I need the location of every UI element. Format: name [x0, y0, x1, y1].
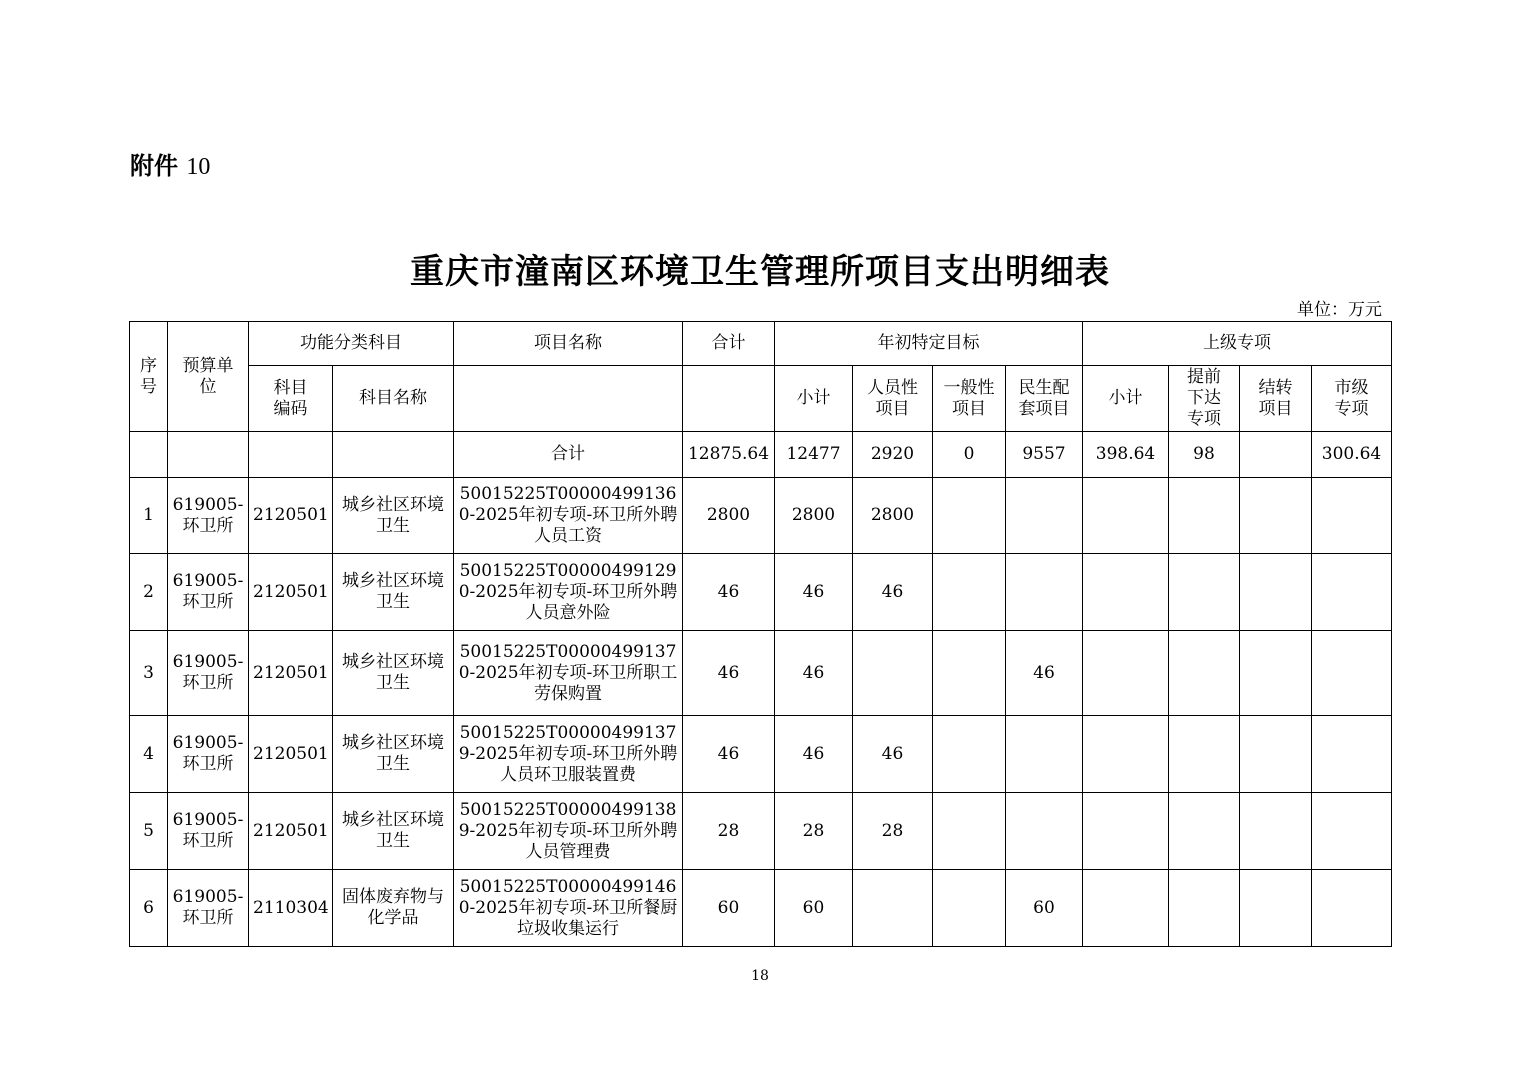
- header-at-personnel: 人员性项目: [853, 366, 933, 432]
- cell-subject-code: 2120501: [249, 478, 333, 554]
- header-budget-unit: 预算单位: [168, 322, 249, 432]
- unit-note: 单位：万元: [1297, 300, 1382, 320]
- cell-sp-advance: [1169, 716, 1240, 793]
- table-row: [130, 478, 1392, 554]
- cell-sp-subtotal: [1083, 716, 1169, 793]
- cell-budget-unit: 619005-环卫所: [168, 478, 249, 554]
- cell-subject-code: 2120501: [249, 793, 333, 870]
- cell-at-general: [933, 793, 1006, 870]
- cell-at-personnel: [853, 870, 933, 947]
- cell-subject-code: 2120501: [249, 554, 333, 631]
- cell-at-subtotal: 46: [775, 631, 853, 716]
- cell-at-livelihood: [1006, 716, 1083, 793]
- cell-total: 28: [683, 793, 775, 870]
- header-at-livelihood: 民生配套项目: [1006, 366, 1083, 432]
- header-at-general: 一般性项目: [933, 366, 1006, 432]
- cell-sp-city: [1312, 478, 1392, 554]
- totals-at-subtotal: 12477: [775, 432, 853, 478]
- cell-seq: 6: [130, 870, 168, 947]
- cell-at-personnel: 46: [853, 716, 933, 793]
- cell-at-livelihood: [1006, 793, 1083, 870]
- cell-at-subtotal: 2800: [775, 478, 853, 554]
- cell-at-general: [933, 716, 1006, 793]
- header-annual-target: 年初特定目标: [775, 322, 1083, 366]
- cell-sp-carryover: [1240, 793, 1312, 870]
- table-row: [130, 631, 1392, 716]
- totals-sp-subtotal: 398.64: [1083, 432, 1169, 478]
- cell-budget-unit: 619005-环卫所: [168, 870, 249, 947]
- cell-sp-carryover: [1240, 554, 1312, 631]
- totals-row: [130, 432, 1392, 478]
- cell-sp-subtotal: [1083, 870, 1169, 947]
- cell-at-general: [933, 554, 1006, 631]
- cell-seq: 1: [130, 478, 168, 554]
- table-row: [130, 870, 1392, 947]
- cell-sp-city: [1312, 793, 1392, 870]
- attachment-label: [130, 146, 210, 181]
- cell-project-name: 50015225T000004991360-2025年初专项-环卫所外聘人员工资: [454, 478, 683, 554]
- cell-sp-subtotal: [1083, 478, 1169, 554]
- totals-label: 合计: [454, 432, 683, 478]
- cell-sp-subtotal: [1083, 554, 1169, 631]
- totals-sp-carryover: [1240, 432, 1312, 478]
- header-sp-city: 市级专项: [1312, 366, 1392, 432]
- cell-project-name: 50015225T000004991290-2025年初专项-环卫所外聘人员意外险: [454, 554, 683, 631]
- cell-at-personnel: [853, 631, 933, 716]
- header-sp-carryover: 结转项目: [1240, 366, 1312, 432]
- cell-subject-name: 城乡社区环境卫生: [333, 554, 454, 631]
- cell-sp-advance: [1169, 478, 1240, 554]
- totals-at-general: 0: [933, 432, 1006, 478]
- cell-at-general: [933, 631, 1006, 716]
- page-title: 重庆市潼南区环境卫生管理所项目支出明细表: [410, 252, 1110, 292]
- cell-sp-city: [1312, 631, 1392, 716]
- cell-at-general: [933, 870, 1006, 947]
- header-row-2: [130, 366, 1392, 432]
- cell-seq: 4: [130, 716, 168, 793]
- cell-sp-advance: [1169, 631, 1240, 716]
- header-total: 合计: [683, 322, 775, 366]
- cell-subject-name: 城乡社区环境卫生: [333, 716, 454, 793]
- attachment-number: 10: [186, 154, 211, 180]
- header-empty-total: [683, 366, 775, 432]
- cell-sp-subtotal: [1083, 793, 1169, 870]
- cell-sp-carryover: [1240, 870, 1312, 947]
- cell-at-livelihood: [1006, 478, 1083, 554]
- cell-at-subtotal: 46: [775, 554, 853, 631]
- cell-subject-name: 城乡社区环境卫生: [333, 478, 454, 554]
- cell-at-livelihood: [1006, 554, 1083, 631]
- cell-at-general: [933, 478, 1006, 554]
- cell-subject-code: 2120501: [249, 716, 333, 793]
- totals-sp-advance: 98: [1169, 432, 1240, 478]
- cell-subject-name: 城乡社区环境卫生: [333, 631, 454, 716]
- cell-seq: 5: [130, 793, 168, 870]
- cell-subject-name: 固体废弃物与化学品: [333, 870, 454, 947]
- cell-subject-code: 2110304: [249, 870, 333, 947]
- header-empty-project: [454, 366, 683, 432]
- header-subject-code: 科目编码: [249, 366, 333, 432]
- header-seq: 序号: [130, 322, 168, 432]
- attachment-text: 附件: [130, 152, 178, 180]
- cell-budget-unit: 619005-环卫所: [168, 793, 249, 870]
- header-sp-advance: 提前下达专项: [1169, 366, 1240, 432]
- cell-seq: 3: [130, 631, 168, 716]
- cell-project-name: 50015225T000004991379-2025年初专项-环卫所外聘人员环卫服装置费: [454, 716, 683, 793]
- cell-total: 60: [683, 870, 775, 947]
- header-func-class: 功能分类科目: [249, 322, 454, 366]
- cell-at-personnel: 28: [853, 793, 933, 870]
- cell-sp-carryover: [1240, 631, 1312, 716]
- cell-sp-carryover: [1240, 478, 1312, 554]
- cell-subject-code: 2120501: [249, 631, 333, 716]
- cell-at-livelihood: 46: [1006, 631, 1083, 716]
- cell-seq: 2: [130, 554, 168, 631]
- header-at-subtotal: 小计: [775, 366, 853, 432]
- expenditure-table: [129, 321, 1392, 947]
- cell-project-name: 50015225T000004991460-2025年初专项-环卫所餐厨垃圾收集运行: [454, 870, 683, 947]
- header-sp-subtotal: 小计: [1083, 366, 1169, 432]
- page-number: 18: [751, 968, 769, 984]
- cell-sp-carryover: [1240, 716, 1312, 793]
- cell-at-subtotal: 60: [775, 870, 853, 947]
- cell-sp-advance: [1169, 870, 1240, 947]
- totals-sp-city: 300.64: [1312, 432, 1392, 478]
- header-project-name: 项目名称: [454, 322, 683, 366]
- cell-at-subtotal: 28: [775, 793, 853, 870]
- table-row: [130, 554, 1392, 631]
- cell-sp-city: [1312, 716, 1392, 793]
- cell-sp-city: [1312, 870, 1392, 947]
- cell-budget-unit: 619005-环卫所: [168, 554, 249, 631]
- cell-project-name: 50015225T000004991389-2025年初专项-环卫所外聘人员管理费: [454, 793, 683, 870]
- cell-at-livelihood: 60: [1006, 870, 1083, 947]
- totals-at-livelihood: 9557: [1006, 432, 1083, 478]
- cell-budget-unit: 619005-环卫所: [168, 716, 249, 793]
- table-row: [130, 793, 1392, 870]
- totals-total: 12875.64: [683, 432, 775, 478]
- header-subject-name: 科目名称: [333, 366, 454, 432]
- totals-at-personnel: 2920: [853, 432, 933, 478]
- header-row-1: [130, 322, 1392, 366]
- cell-sp-advance: [1169, 554, 1240, 631]
- header-superior: 上级专项: [1083, 322, 1392, 366]
- cell-sp-advance: [1169, 793, 1240, 870]
- cell-subject-name: 城乡社区环境卫生: [333, 793, 454, 870]
- cell-total: 46: [683, 554, 775, 631]
- cell-total: 46: [683, 631, 775, 716]
- cell-project-name: 50015225T000004991370-2025年初专项-环卫所职工劳保购置: [454, 631, 683, 716]
- cell-total: 2800: [683, 478, 775, 554]
- cell-at-subtotal: 46: [775, 716, 853, 793]
- cell-total: 46: [683, 716, 775, 793]
- table-row: [130, 716, 1392, 793]
- cell-at-personnel: 46: [853, 554, 933, 631]
- cell-at-personnel: 2800: [853, 478, 933, 554]
- cell-sp-city: [1312, 554, 1392, 631]
- cell-budget-unit: 619005-环卫所: [168, 631, 249, 716]
- cell-sp-subtotal: [1083, 631, 1169, 716]
